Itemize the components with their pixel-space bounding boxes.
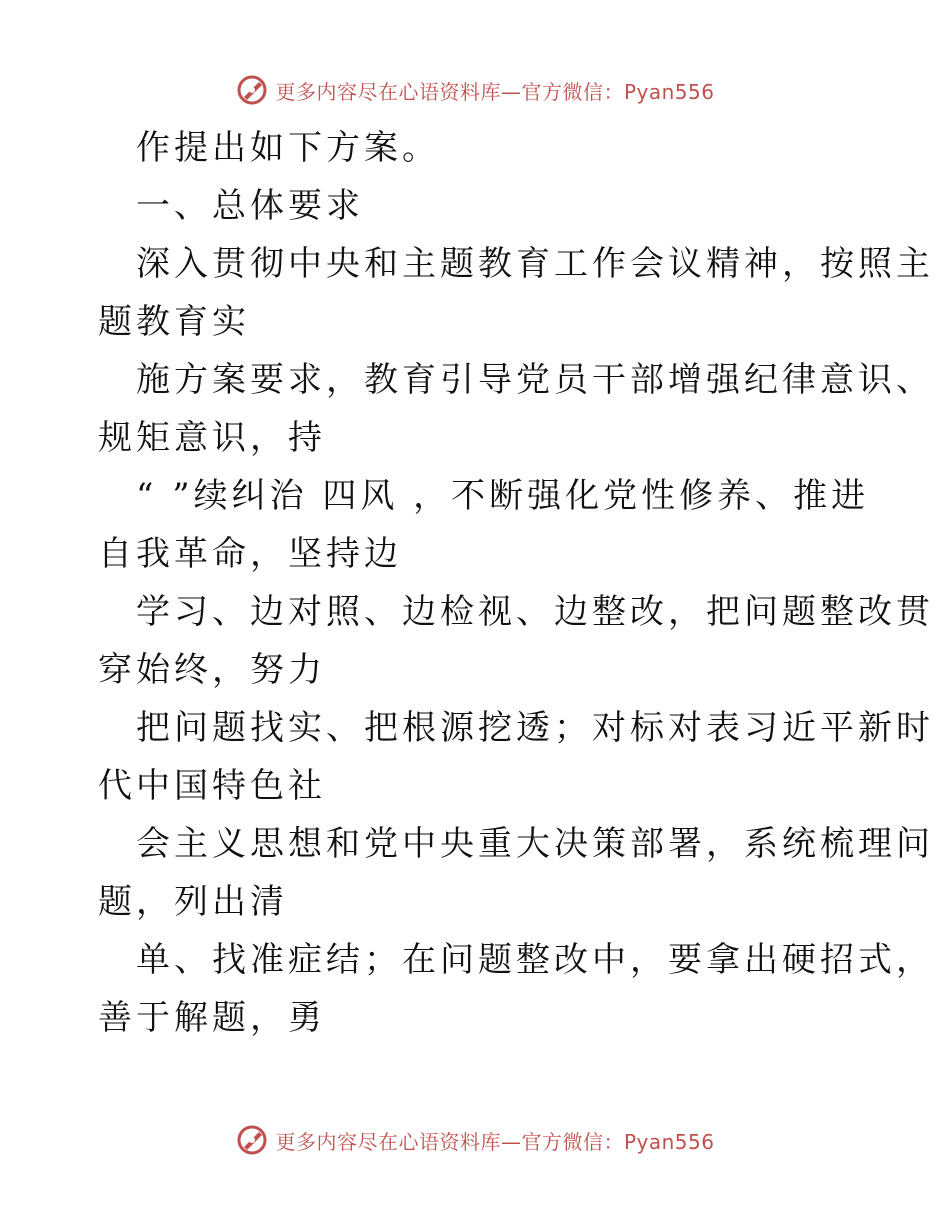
- body-line: 施方案要求，教育引导党员干部增强纪律意识、: [136, 360, 934, 400]
- body-line: 代中国特色社: [98, 766, 326, 806]
- body-line: 善于解题，勇: [98, 998, 326, 1038]
- header-watermark-banner: [0, 70, 950, 110]
- body-line: 单、找准症结；在问题整改中，要拿出硬招式，: [136, 940, 934, 980]
- body-line: 深入贯彻中央和主题教育工作会议精神，按照主: [136, 244, 934, 284]
- body-line: “ ”续纠治 四风 ，不断强化党性修养、推进: [136, 476, 870, 516]
- body-line: 自我革命，坚持边: [98, 534, 402, 574]
- body-line: 题教育实: [98, 302, 250, 342]
- body-line: 规矩意识，持: [98, 418, 326, 458]
- body-line: 作提出如下方案。: [136, 128, 440, 168]
- pen-circle-logo-icon: [235, 1123, 269, 1157]
- watermark-text: 更多内容尽在心语资料库—官方微信：Pyan556: [275, 1129, 715, 1154]
- section-heading: 一、总体要求: [136, 186, 364, 226]
- pen-circle-logo-icon: [235, 73, 269, 107]
- body-line: 把问题找实、把根源挖透；对标对表习近平新时: [136, 708, 934, 748]
- body-line: 学习、边对照、边检视、边整改，把问题整改贯: [136, 592, 934, 632]
- footer-watermark-banner: [0, 1120, 950, 1160]
- body-line: 题，列出清: [98, 882, 288, 922]
- watermark-text: 更多内容尽在心语资料库—官方微信：Pyan556: [275, 79, 715, 104]
- body-line: 穿始终，努力: [98, 650, 326, 690]
- body-line: 会主义思想和党中央重大决策部署，系统梳理问: [136, 824, 934, 864]
